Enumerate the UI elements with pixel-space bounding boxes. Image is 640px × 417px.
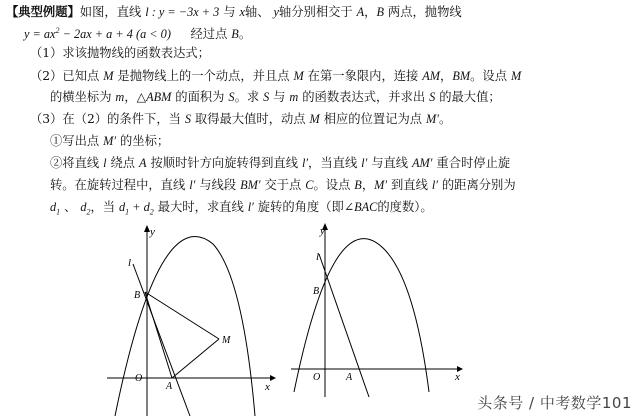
figure-2-label-y: y: [320, 225, 325, 237]
figure-2-label-B: B: [313, 286, 320, 297]
problem-tag: 【典型例题】: [6, 4, 80, 19]
figure-1-line-BM: [145, 292, 219, 339]
figure-1-line-AM: [172, 339, 219, 378]
problem-line-1: 【典型例题】如图，直线 l : y = −3x + 3 与 x轴、 y轴分别相交于 A，B 两点，抛物线: [6, 4, 462, 19]
question-2-line-2: 的横坐标为 m，△ABM 的面积为 S。求 S 与 m 的函数表达式，并求出 S 的最大值；: [50, 90, 501, 104]
question-1: （1）求该抛物线的函数表达式；: [30, 46, 210, 60]
figure-1-label-A: A: [166, 381, 173, 392]
figure-1-label-O: O: [135, 373, 143, 384]
figure-1-line-BA: [145, 292, 172, 378]
figure-1-parabola: [115, 237, 255, 416]
figure-1-label-x: x: [265, 381, 270, 393]
watermark: 头条号 / 中考数学101: [477, 394, 632, 412]
figure-1-label-y: y: [150, 226, 155, 238]
figure-1-label-l: l: [128, 257, 132, 269]
figure-2-label-x: x: [455, 371, 460, 383]
question-3-line-3: ②将直线 l 绕点 A 按顺时针方向旋转得到直线 l′，当直线 l′ 与直线 AM′ 重合时停止旋: [50, 156, 511, 170]
question-3-line-2: ①写出点 M′ 的坐标；: [50, 134, 170, 148]
figure-1-line-l: [133, 264, 190, 416]
question-3-line-1: （3）在（2）的条件下，当 S 取得最大值时，动点 M 相应的位置记为点 M′。: [30, 112, 452, 126]
question-3-line-5: $d_1$ 、 $d_2$，当 $d_1 + d_2$ 最大时，求直线 l′ 旋转的角度（即∠BAC的度数）。: [50, 200, 433, 217]
question-2-line-1: （2）已知点 M 是抛物线上的一个动点，并且点 M 在第一象限内，连接 AM，BM。设点 M: [30, 69, 522, 83]
figure-2-line-l: [319, 254, 369, 397]
figure-2-label-A: A: [346, 372, 353, 383]
figure-1-label-B: B: [134, 290, 141, 301]
problem-line-2: $y = ax^2 - 2ax + a + 4$ (a < 0) 经过点 B。: [24, 26, 252, 42]
question-3-line-4: 转。在旋转过程中，直线 l′ 与线段 BM′ 交于点 C。设点 B，M′ 到直线 l′ 的距离分别为: [50, 178, 516, 192]
figure-1-x-arrow: [270, 375, 276, 381]
figure-1-label-M: M: [222, 335, 231, 346]
figure-2-label-O: O: [313, 372, 321, 383]
figure-1: [105, 222, 280, 417]
figure-2: [289, 222, 469, 417]
figure-2-label-l: l: [316, 251, 320, 263]
